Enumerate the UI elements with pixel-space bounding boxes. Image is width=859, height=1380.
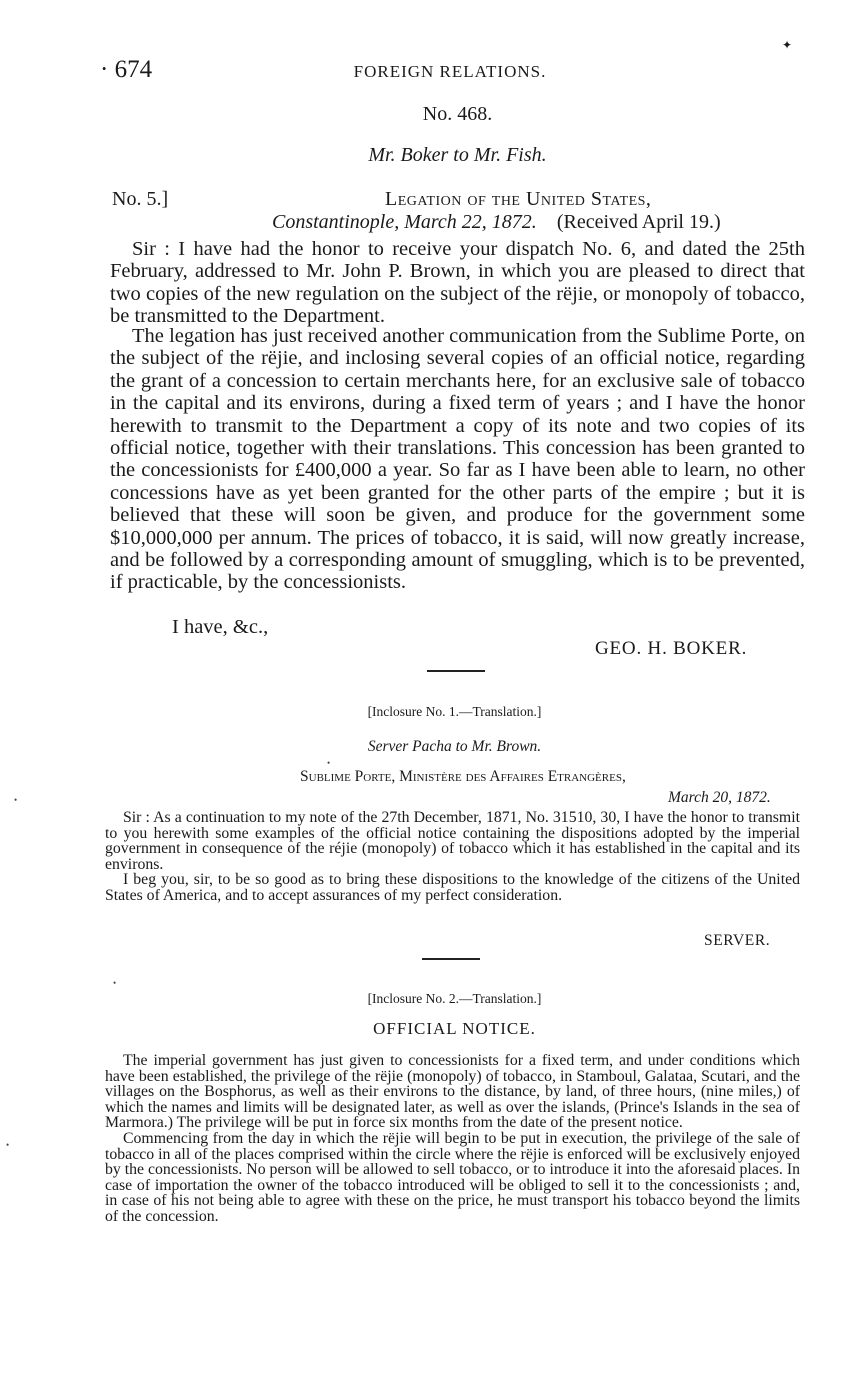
inclosure-2-body [105,1053,800,1225]
inclosure-1-paragraph-2: I beg you, sir, to be so good as to bring these dispositions to the knowledge of the citizens of the United States of America, and to accept assurances of my perfect consideration. [105,871,800,904]
inclosure-2-label: [Inclosure No. 2.—Translation.] [367,991,542,1006]
corner-mark: ✦ [782,38,793,52]
received-date: (Received April 19.) [556,211,721,233]
inclosure-1-signature: SERVER. [704,932,771,949]
inclosure-1-date: March 20, 1872. [668,789,771,806]
print-speck: • [327,758,331,768]
letter-closing: I have, &c., [172,616,269,638]
page-header [100,38,800,90]
legation-heading: Legation of the United States, [385,188,652,210]
inclosure-2-paragraph-1: The imperial government has just given to concessionists for a fixed term, and under conditions which have been established, the privilege of the rëjie (monopoly) of tobacco, in Stamboul, Galataa, Scutari, and the villages on the Bosphorus, as well as their environs to the distance, by land, of three hours, (nine miles,) of which the names and limits will be designated later, as well as over the islands, (Prince's Islands in the sea of Marmora.) The privilege will be put in force six months from the date of the present notice. [105,1052,800,1132]
section-divider [422,958,480,960]
print-speck: • [6,1140,10,1150]
inclosure-1-heading: Server Pacha to Mr. Brown. [367,738,542,755]
inclosure-1-label: [Inclosure No. 1.—Translation.] [367,704,542,719]
place-date: Constantinople, March 22, 1872. [272,211,537,233]
official-notice-title: OFFICIAL NOTICE. [373,1019,536,1038]
running-title: FOREIGN RELATIONS. [353,62,547,81]
inclosure-1-paragraph-1: Sir : As a continuation to my note of the 27th December, 1871, No. 31510, 30, I have the honor to transmit to you herewith some examples of the official notice containing the dispositions adopted by the imperial government in consequence of the réjie (monopoly) of tobacco which it has established in the capital and its environs. [105,809,800,873]
page-number: · 674 [100,56,153,83]
inclosure-1-body [105,810,800,904]
inclosure-1-place: Sublime Porte, Ministère des Affaires Etrangères, [300,768,626,785]
letter-paragraph-1: Sir : I have had the honor to receive your dispatch No. 6, and dated the 25th February, addressed to Mr. John P. Brown, in which you are pleased to direct that two copies of the new regulation on the subject of the rëjie, or monopoly of tobacco, be transmitted to the Department. [110,238,805,328]
section-divider [427,670,485,672]
inclosure-2-paragraph-2: Commencing from the day in which the rëjie will begin to be put in execution, the privilege of the sale of tobacco in all of the places comprised within the circle where the rëjie is enforced will be exclusively enjoyed by the concessionists. No person will be allowed to sell tobacco, or to introduce it into the aforesaid places. In case of importation the owner of the tobacco introduced will be obliged to sell it to the concessionists ; and, in case of his not being able to agree with these on the price, he must transport his tobacco beyond the limits of the concession. [105,1129,800,1225]
print-speck: • [113,978,117,988]
letter-signature: GEO. H. BOKER. [595,638,748,659]
letter-dateline [272,211,721,234]
print-speck: • [14,795,18,805]
letter-paragraph-2: The legation has just received another communication from the Sublime Porte, on the subject of the rëjie, and inclosing several copies of an official notice, regarding the grant of a concession to certain merchants here, for an exclusive sale of tobacco in the capital and its environs, during a fixed term of years ; and I have the honor herewith to transmit to the Department a copy of its note and two copies of its official notice, together with their translations. This concession has been granted to the concessionists for £400,000 a year. So far as I have been able to learn, no other concessions have as yet been granted for the other parts of the empire ; but it is believed that these will soon be given, and produce for the government some $10,000,000 per annum. The prices of tobacco, it is said, will now greatly increase, and be followed by a corresponding amount of smuggling, which is to be prevented, if practicable, by the concessionists. [110,325,805,594]
document-number: No. 468. [422,103,493,125]
letter-number: No. 5.] [112,188,169,210]
document-heading: Mr. Boker to Mr. Fish. [368,144,547,166]
